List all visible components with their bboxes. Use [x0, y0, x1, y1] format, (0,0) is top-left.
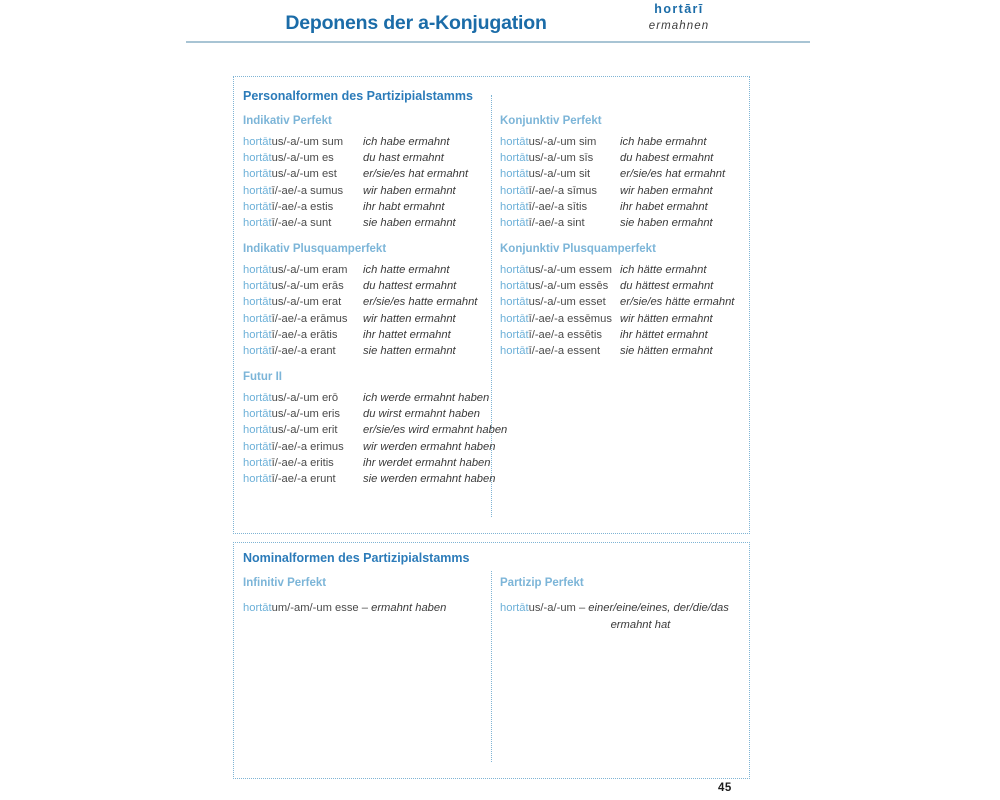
german-translation: sie hätten ermahnt [620, 345, 713, 358]
verb-ending: ī/-ae/-a sumus [271, 184, 344, 197]
page-header [186, 0, 810, 44]
verb-stem: hortāt [243, 296, 272, 309]
verb-ending: ī/-ae/-a sint [528, 217, 585, 230]
conjugation-row [500, 134, 725, 150]
german-translation: ich werde ermahnt haben [363, 392, 490, 404]
verb-ending: ī/-ae/-a erunt [271, 473, 336, 486]
verb-ending: us/-a/-um erat [271, 296, 342, 309]
verb-stem: hortāt [243, 217, 272, 230]
lemma-headword: hortārī [654, 2, 704, 16]
conjugation-row [500, 327, 734, 343]
verb-ending: us/-a/-um essēs [528, 280, 609, 293]
conjugation-row [243, 150, 468, 166]
verb-stem: hortāt [500, 312, 529, 325]
latin-form [500, 215, 620, 231]
group-title: Partizip Perfekt [500, 577, 584, 589]
latin-form [243, 439, 363, 455]
latin-form [500, 199, 620, 215]
verb-stem: hortāt [500, 152, 529, 165]
verb-stem: hortāt [243, 424, 272, 437]
latin-form [500, 327, 620, 343]
verb-stem: hortāt [500, 217, 529, 230]
header-divider-rule [186, 41, 810, 43]
group-partizip-perfekt [500, 577, 729, 633]
group-indikativ-plusquamperfekt [243, 243, 477, 359]
latin-form [500, 150, 620, 166]
verb-stem: hortāt [500, 200, 529, 213]
verb-stem: hortāt [243, 392, 272, 404]
verb-stem: hortāt [243, 602, 272, 614]
conjugation-row [500, 311, 734, 327]
german-translation: sie haben ermahnt [363, 217, 456, 230]
latin-form [243, 327, 363, 343]
verb-stem: hortāt [243, 312, 272, 325]
german-translation: ihr werdet ermahnt haben [363, 456, 491, 469]
group-title: Konjunktiv Plusquamperfekt [500, 243, 656, 255]
group-title: Indikativ Plusquamperfekt [243, 243, 387, 255]
latin-form [243, 471, 363, 487]
german-translation: sie hatten ermahnt [363, 345, 456, 358]
conjugation-row [243, 278, 477, 294]
group-title: Konjunktiv Perfekt [500, 115, 602, 127]
verb-stem: hortāt [243, 440, 272, 453]
german-translation: er/sie/es hätte ermahnt [620, 296, 735, 309]
verb-ending: ī/-ae/-a erātis [271, 328, 338, 341]
conjugation-row [243, 390, 507, 406]
conjugation-row [243, 327, 477, 343]
german-translation: ihr habet ermahnt [620, 200, 708, 213]
page-number: 45 [718, 782, 732, 794]
verb-stem: hortāt [243, 136, 272, 148]
verb-ending: us/-a/-um erō [271, 392, 339, 404]
conjugation-row [243, 294, 477, 310]
verb-ending: us/-a/-um erit [271, 424, 338, 437]
german-translation: du hattest ermahnt [363, 280, 457, 293]
german-translation: er/sie/es wird ermahnt haben [363, 424, 508, 437]
group-indikativ-perfekt [243, 115, 468, 231]
conjugation-row [243, 199, 468, 215]
verb-ending: ī/-ae/-a erant [271, 345, 336, 358]
conjugation-row [243, 183, 468, 199]
verb-stem: hortāt [243, 200, 272, 213]
verb-ending: us/-a/-um es [271, 152, 334, 165]
conjugation-row [243, 471, 507, 487]
column-divider [491, 571, 492, 762]
conjugation-row [243, 166, 468, 182]
conjugation-row [243, 134, 468, 150]
verb-stem: hortāt [243, 328, 272, 341]
conjugation-row [243, 311, 477, 327]
verb-stem: hortāt [500, 345, 529, 358]
german-translation: du wirst ermahnt haben [363, 408, 480, 421]
verb-ending: us/-a/-um sit [528, 168, 591, 181]
verb-ending: us/-a/-um – [528, 602, 589, 614]
german-translation: ermahnt haben [371, 602, 447, 614]
nominalformen-box [233, 542, 750, 779]
latin-form [243, 166, 363, 182]
conjugation-row [243, 422, 507, 438]
german-translation: ich hätte ermahnt [620, 264, 707, 276]
latin-form [500, 311, 620, 327]
lemma-block [614, 1, 744, 35]
verb-stem: hortāt [500, 136, 529, 148]
latin-form [500, 166, 620, 182]
german-translation: du hättest ermahnt [620, 280, 714, 293]
verb-stem: hortāt [243, 152, 272, 165]
group-title: Indikativ Perfekt [243, 115, 332, 127]
personalformen-heading: Personalformen des Partizipialstamms [243, 89, 473, 103]
nominal-form-row [243, 600, 446, 617]
group-konjunktiv-perfekt [500, 115, 725, 231]
group-title: Infinitiv Perfekt [243, 577, 327, 589]
latin-form [500, 183, 620, 199]
verb-stem: hortāt [500, 328, 529, 341]
german-translation: sie werden ermahnt haben [363, 473, 496, 486]
verb-ending: us/-a/-um eram [271, 264, 348, 276]
verb-stem: hortāt [243, 184, 272, 197]
verb-ending: us/-a/-um sim [528, 136, 597, 148]
verb-ending: ī/-ae/-a essētis [528, 328, 602, 341]
conjugation-row [243, 406, 507, 422]
german-translation: ich hatte ermahnt [363, 264, 450, 276]
german-translation: wir haben ermahnt [620, 184, 713, 197]
personalformen-box [233, 76, 750, 534]
german-translation: er/sie/es hatte ermahnt [363, 296, 478, 309]
verb-ending: ī/-ae/-a erāmus [271, 312, 348, 325]
verb-stem: hortāt [500, 184, 529, 197]
verb-ending: us/-a/-um est [271, 168, 337, 181]
verb-ending: us/-a/-um eris [271, 408, 340, 421]
german-translation: ich habe ermahnt [363, 136, 450, 148]
verb-stem: hortāt [500, 296, 529, 309]
verb-ending: ī/-ae/-a sīmus [528, 184, 597, 197]
group-konjunktiv-plusquamperfekt [500, 243, 734, 359]
german-translation: ich habe ermahnt [620, 136, 707, 148]
verb-stem: hortāt [500, 264, 529, 276]
verb-ending: us/-a/-um erās [271, 280, 344, 293]
conjugation-row [243, 343, 477, 359]
latin-form [243, 134, 363, 150]
conjugation-row [243, 439, 507, 455]
german-translation: wir hatten ermahnt [363, 312, 456, 325]
verb-stem: hortāt [243, 408, 272, 421]
conjugation-row [500, 343, 734, 359]
latin-form [243, 422, 363, 438]
latin-form [500, 262, 620, 278]
conjugation-row [500, 199, 725, 215]
verb-ending: ī/-ae/-a erimus [271, 440, 344, 453]
verb-ending: us/-a/-um essem [528, 264, 612, 276]
verb-stem: hortāt [243, 168, 272, 181]
conjugation-row [500, 150, 725, 166]
latin-form [500, 134, 620, 150]
conjugation-row [500, 278, 734, 294]
german-translation: er/sie/es hat ermahnt [620, 168, 726, 181]
latin-form [243, 278, 363, 294]
conjugation-row [500, 215, 725, 231]
verb-ending: us/-a/-um esset [528, 296, 606, 309]
german-translation: ihr hattet ermahnt [363, 328, 451, 341]
verb-ending: ī/-ae/-a eritis [271, 456, 334, 469]
conjugation-row [500, 166, 725, 182]
verb-stem: hortāt [243, 264, 272, 276]
verb-stem: hortāt [500, 168, 529, 181]
verb-ending: us/-a/-um sum [271, 136, 344, 148]
german-translation: du hast ermahnt [363, 152, 444, 165]
german-translation: einer/eine/eines, der/die/das [588, 602, 729, 614]
german-translation: ihr habt ermahnt [363, 200, 445, 213]
conjugation-row [500, 183, 725, 199]
conjugation-row [500, 262, 734, 278]
latin-form [243, 199, 363, 215]
conjugation-row [243, 262, 477, 278]
latin-form [243, 183, 363, 199]
verb-ending: us/-a/-um sīs [528, 152, 594, 165]
latin-form [243, 390, 363, 406]
conjugation-row [243, 455, 507, 471]
latin-form [500, 343, 620, 359]
latin-form [243, 215, 363, 231]
german-translation-continued: ermahnt hat [610, 618, 671, 631]
group-futur-ii [243, 371, 507, 487]
verb-stem: hortāt [243, 456, 272, 469]
group-infinitiv-perfekt [243, 577, 446, 617]
latin-form [500, 278, 620, 294]
verb-ending: ī/-ae/-a essēmus [528, 312, 612, 325]
verb-ending: ī/-ae/-a estis [271, 200, 334, 213]
verb-stem: hortāt [500, 602, 529, 614]
verb-ending: ī/-ae/-a essent [528, 345, 601, 358]
verb-ending: ī/-ae/-a sunt [271, 217, 332, 230]
german-translation: wir hätten ermahnt [620, 312, 713, 325]
german-translation: ihr hättet ermahnt [620, 328, 708, 341]
latin-form [243, 406, 363, 422]
latin-form [500, 294, 620, 310]
page-title: Deponens der a-Konjugation [285, 12, 547, 34]
german-translation: wir werden ermahnt haben [363, 440, 496, 453]
conjugation-row [500, 294, 734, 310]
german-translation: sie haben ermahnt [620, 217, 713, 230]
latin-form [243, 262, 363, 278]
verb-ending: ī/-ae/-a sītis [528, 200, 588, 213]
verb-ending: um/-am/-um esse – [271, 602, 372, 614]
nominalformen-heading: Nominalformen des Partizipialstamms [243, 551, 470, 565]
group-title: Futur II [243, 371, 282, 383]
verb-stem: hortāt [243, 345, 272, 358]
verb-stem: hortāt [500, 280, 529, 293]
latin-form [243, 311, 363, 327]
latin-form [243, 294, 363, 310]
german-translation: er/sie/es hat ermahnt [363, 168, 469, 181]
lemma-translation: ermahnen [648, 20, 710, 32]
latin-form [243, 343, 363, 359]
german-translation: du habest ermahnt [620, 152, 714, 165]
latin-form [243, 150, 363, 166]
nominal-form-row [500, 600, 729, 617]
verb-stem: hortāt [243, 473, 272, 486]
german-translation: wir haben ermahnt [363, 184, 456, 197]
verb-stem: hortāt [243, 280, 272, 293]
conjugation-row [243, 215, 468, 231]
latin-form [243, 455, 363, 471]
